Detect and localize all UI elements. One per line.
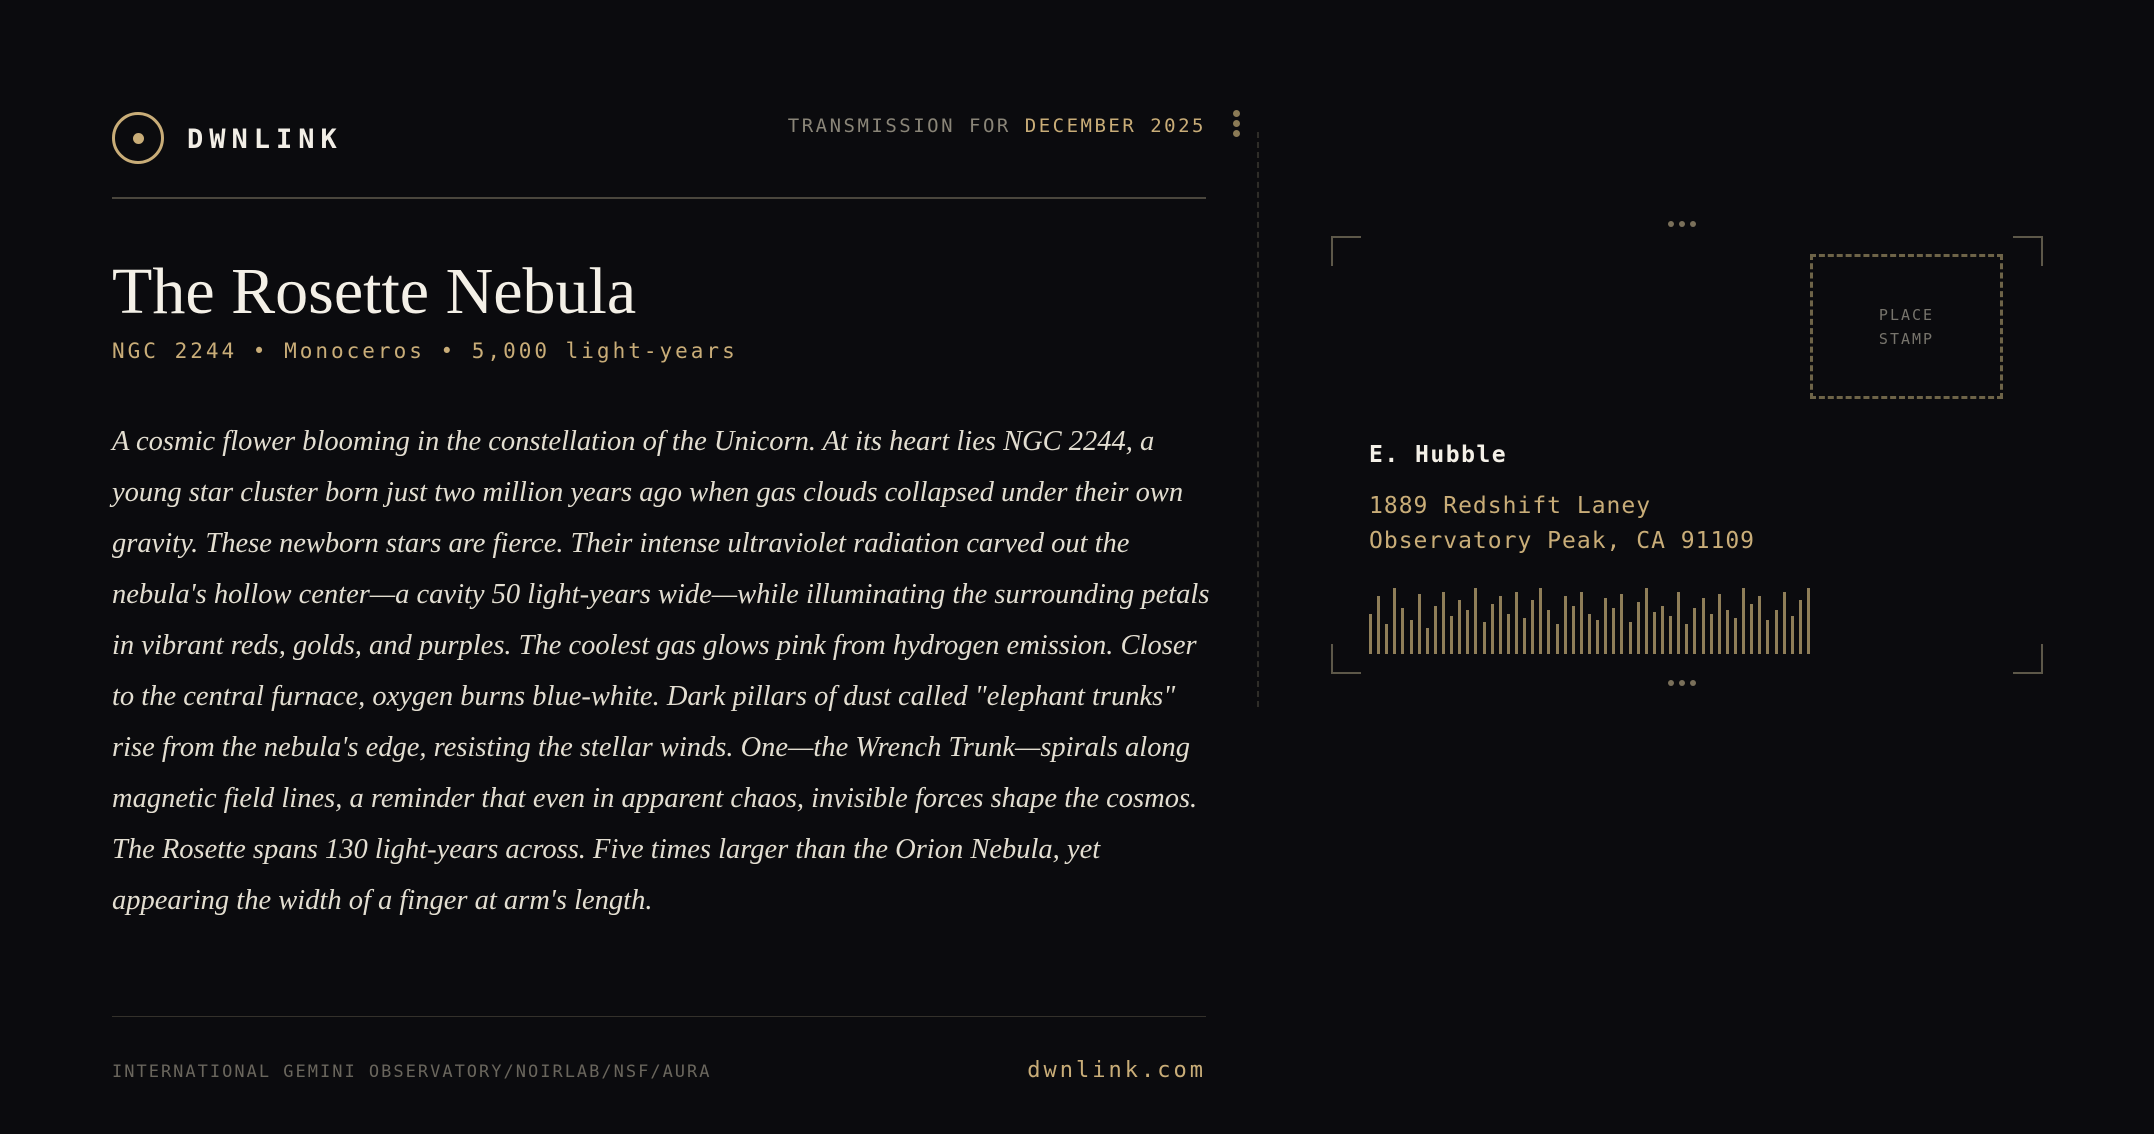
transmission-month: DECEMBER 2025 [1024, 115, 1206, 137]
barcode-bar [1653, 612, 1656, 654]
address-line-1: 1889 Redshift Laney [1369, 493, 1652, 519]
article-body: A cosmic flower blooming in the constellation of the Unicorn. At its heart lies NGC 2244, a young star cluster born just two million years ago when gas clouds collapsed under their own gravity. These newborn stars are fierce. Their intense ultraviolet radiation carved out the nebula's hollow center—a cavity 50 light-years wide—while illuminating the surrounding petals in vibrant reds, golds, and purples. The coolest gas glows pink from hydrogen emission. Closer to the central furnace, oxygen burns blue-white. Dark pillars of dust called "elephant trunks" rise from the nebula's edge, resisting the stellar winds. One—the Wrench Trunk—spirals along magnetic field lines, a reminder that even in apparent chaos, invisible forces shape the cosmos. The Rosette spans 130 light-years across. Five times larger than the Orion Nebula, yet appearing the width of a finger at arm's length. [112, 426, 1210, 916]
barcode-bar [1507, 614, 1510, 654]
barcode-bar [1726, 610, 1729, 654]
barcode-bar [1442, 592, 1445, 654]
barcode-bar [1564, 596, 1567, 654]
barcode-bar [1702, 598, 1705, 654]
barcode-bar [1620, 594, 1623, 654]
barcode-bar [1572, 606, 1575, 654]
brand-name: DWNLINK [187, 124, 343, 155]
barcode-bar [1393, 588, 1396, 654]
barcode-bar [1491, 604, 1494, 654]
barcode-bar [1758, 596, 1761, 654]
barcode-bar [1637, 602, 1640, 654]
barcode-bar [1629, 622, 1632, 654]
recipient-name: E. Hubble [1369, 442, 1508, 468]
postal-barcode [1369, 586, 1815, 654]
barcode-bar [1474, 588, 1477, 654]
transmission-prefix: TRANSMISSION FOR [787, 115, 1011, 137]
barcode-bar [1783, 592, 1786, 654]
barcode-bar [1539, 588, 1542, 654]
image-credit: INTERNATIONAL GEMINI OBSERVATORY/NOIRLAB/NSF/AURA [112, 1062, 712, 1082]
barcode-bar [1710, 614, 1713, 654]
barcode-bar [1718, 594, 1721, 654]
barcode-bar [1523, 618, 1526, 654]
barcode-bar [1369, 614, 1372, 654]
barcode-bar [1604, 598, 1607, 654]
site-link[interactable]: dwnlink.com [1027, 1058, 1206, 1083]
logo-dot [133, 133, 144, 144]
footer-divider [112, 1016, 1206, 1017]
perforation-divider [1257, 132, 1259, 707]
barcode-bar [1580, 592, 1583, 654]
barcode-bar [1401, 608, 1404, 654]
barcode-bar [1645, 588, 1648, 654]
barcode-bar [1499, 596, 1502, 654]
barcode-bar [1669, 616, 1672, 654]
header-divider [112, 197, 1206, 199]
top-dots-icon [1668, 221, 1704, 227]
logo-icon [112, 112, 164, 164]
object-subtitle: NGC 2244 • Monoceros • 5,000 light-years [112, 339, 738, 363]
barcode-bar [1734, 618, 1737, 654]
barcode-bar [1612, 608, 1615, 654]
stamp-placeholder [1810, 254, 2003, 399]
stamp-label: PLACE STAMP [1878, 305, 1935, 348]
barcode-bar [1677, 592, 1680, 654]
barcode-bar [1791, 616, 1794, 654]
frame-corner-top-left [1331, 236, 1361, 266]
barcode-bar [1450, 616, 1453, 654]
barcode-bar [1377, 596, 1380, 654]
barcode-bar [1426, 628, 1429, 654]
barcode-bar [1418, 594, 1421, 654]
barcode-bar [1685, 624, 1688, 654]
barcode-bar [1807, 588, 1810, 654]
frame-corner-bottom-right [2013, 644, 2043, 674]
page-title: The Rosette Nebula [112, 255, 637, 328]
barcode-bar [1661, 606, 1664, 654]
barcode-bar [1556, 624, 1559, 654]
barcode-bar [1547, 610, 1550, 654]
transmission-label [788, 114, 1206, 138]
barcode-bar [1466, 610, 1469, 654]
barcode-bar [1799, 600, 1802, 654]
barcode-bar [1750, 604, 1753, 654]
barcode-bar [1596, 620, 1599, 654]
barcode-bar [1385, 624, 1388, 654]
barcode-bar [1588, 614, 1591, 654]
barcode-bar [1515, 592, 1518, 654]
address-line-2: Observatory Peak, CA 91109 [1369, 528, 1756, 554]
barcode-bar [1458, 600, 1461, 654]
barcode-bar [1766, 620, 1769, 654]
bottom-dots-icon [1668, 680, 1704, 686]
frame-corner-bottom-left [1331, 644, 1361, 674]
barcode-bar [1742, 588, 1745, 654]
barcode-bar [1531, 600, 1534, 654]
frame-corner-top-right [2013, 236, 2043, 266]
more-options-icon[interactable] [1232, 110, 1242, 138]
barcode-bar [1410, 620, 1413, 654]
barcode-bar [1693, 608, 1696, 654]
barcode-bar [1434, 606, 1437, 654]
barcode-bar [1775, 610, 1778, 654]
barcode-bar [1483, 622, 1486, 654]
